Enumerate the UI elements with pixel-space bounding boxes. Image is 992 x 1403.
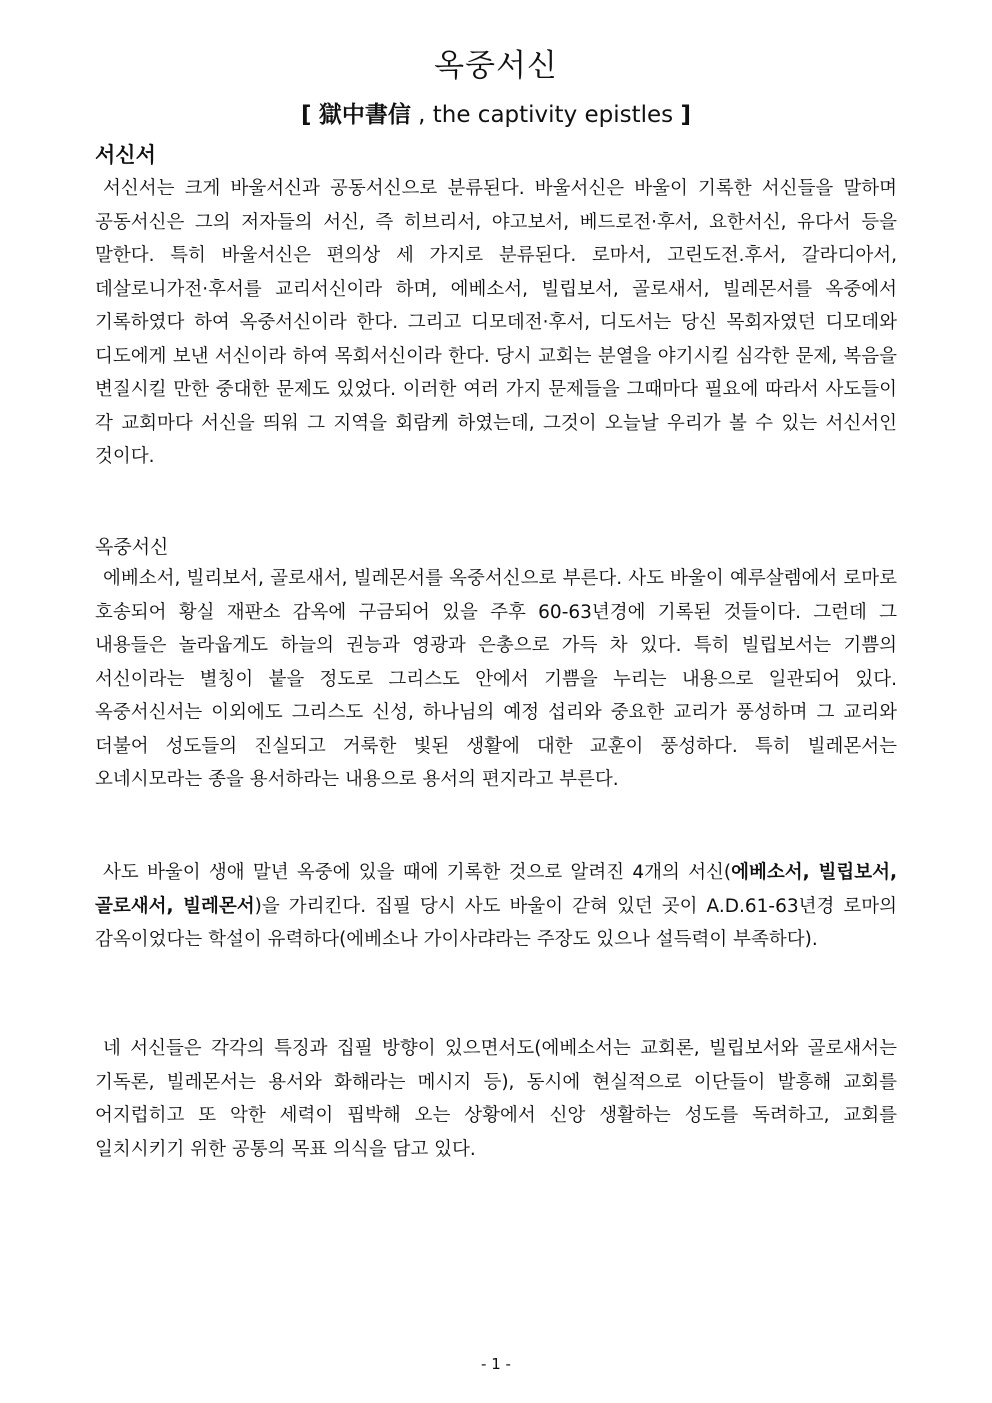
paragraph-captivity-2-lead: 사도 바울이 생애 말년 옥중에 있을 때에 기록한 것으로 알려진 4개의 서신( [103,862,732,883]
paragraph-captivity-2 [95,856,897,957]
open-bracket: [ [300,102,312,128]
subtitle-english: , the captivity epistles [418,102,674,128]
paragraph-epistles: 서신서는 크게 바울서신과 공동서신으로 분류된다. 바울서신은 바울이 기록한 서신들을 말하며 공동서신은 그의 저자들의 서신, 즉 히브리서, 야고보서, 베드로전·후서, 요한서신, 유다서 등을 말한다. 특히 바울서신은 편의상 세 가지로 분류된다. 로마서, 고린도전.후서, 갈라디아서, 데살로니가전·후서를 교리서신이라 하며, 에베소서, 빌립보서, 골로새서, 빌레몬서를 옥중에서 기록하였다 하여 옥중서신이라 한다. 그리고 디모데전·후서, 디도서는 당신 목회자였던 디모데와 디도에게 보낸 서신이라 하여 목회서신이라 한다. 당시 교회는 분열을 야기시킬 심각한 문제, 복음을 변질시킬 만한 중대한 문제도 있었다. 이러한 여러 가지 문제들을 그때마다 필요에 따라서 사도들이 각 교회마다 서신을 띄워 그 지역을 회람케 하였는데, 그것이 오늘날 우리가 볼 수 있는 서신서인 것이다. [95,178,897,467]
subtitle-hanja: 獄中書信 [318,102,411,128]
paragraph-captivity-1: 에베소서, 빌리보서, 골로새서, 빌레몬서를 옥중서신으로 부른다. 사도 바울이 예루살렘에서 로마로 호송되어 황실 재판소 감옥에 구금되어 있을 주후 60-63년경에 기록된 것들이다. 그런데 그 내용들은 놀라웁게도 하늘의 권능과 영광과 은총으로 가득 차 있다. 특히 빌립보서는 기쁨의 서신이라는 별칭이 붙을 정도로 그리스도 안에서 기쁨을 누리는 내용으로 일관되어 있다. 옥중서신서는 이외에도 그리스도 신성, 하나님의 예정 섭리와 중요한 교리가 풍성하며 그 교리와 더불어 성도들의 진실되고 거룩한 빛된 생활에 대한 교훈이 풍성하다. 특히 빌레몬서는 오네시모라는 종을 용서하라는 내용으로 용서의 편지라고 부른다. [95,568,897,790]
paragraph-captivity-3: 네 서신들은 각각의 특징과 집필 방향이 있으면서도(에베소서는 교회론, 빌립보서와 골로새서는 기독론, 빌레몬서는 용서와 화해라는 메시지 등), 동시에 현실적으로 이단들이 발흥해 교회를 어지럽히고 또 악한 세력이 핍박해 오는 상황에서 신앙 생활하는 성도를 독려하고, 교회를 일치시키기 위한 공통의 목표 의식을 담고 있다. [95,1038,897,1160]
paragraph-captivity-2-tail: )을 가리킨다. 집필 당시 사도 바울이 갇혀 있던 곳이 A.D.61-63년경 로마의 감옥이었다는 학설이 유력하다(에베소나 가이사랴라는 주장도 있으나 설득력이 부족하다). [95,895,898,950]
section-heading-captivity: 옥중서신 [95,536,169,558]
page-title: 옥중서신 [434,48,558,84]
close-bracket: ] [680,102,691,128]
section-heading-epistles: 서신서 [95,143,156,167]
page-number: - 1 - [481,1355,511,1373]
page-subtitle [0,96,992,129]
paragraph-captivity-2-bold: 에베소서, 빌립보서, 골로새서, 빌레몬서 [95,862,898,917]
